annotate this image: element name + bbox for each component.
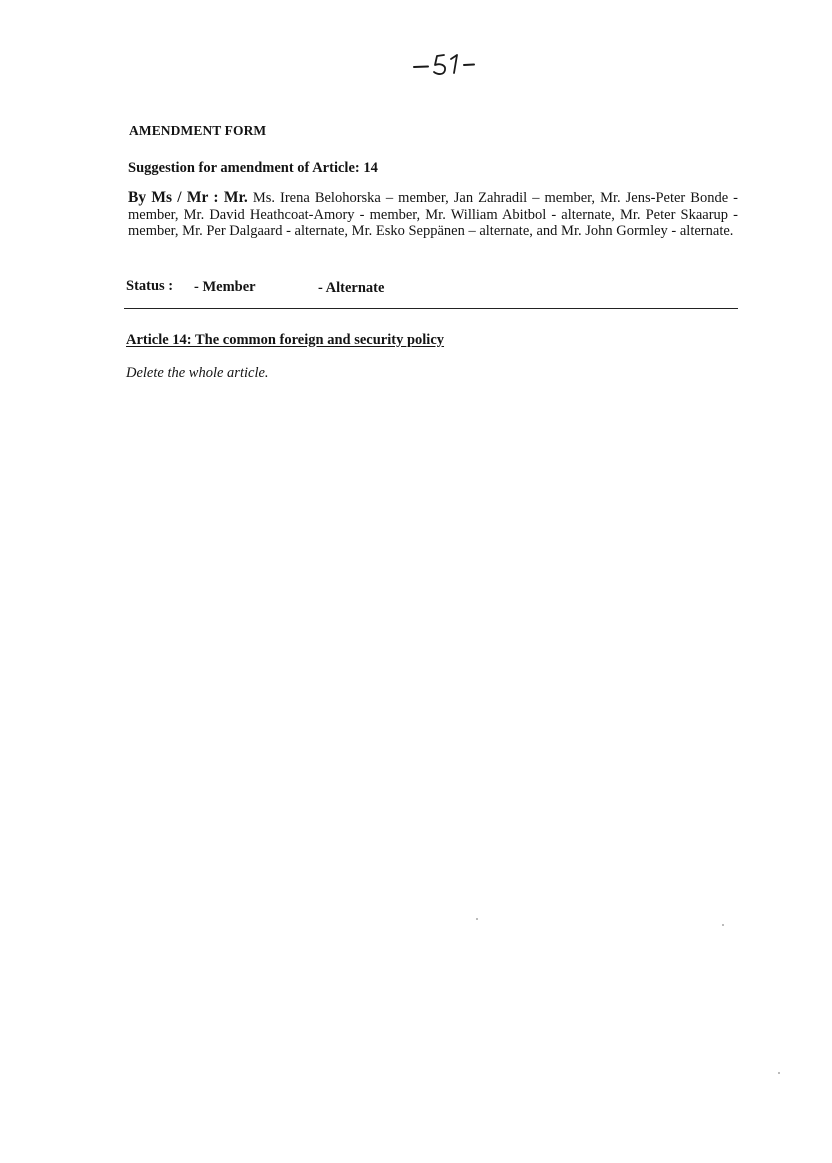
article-instruction: Delete the whole article. bbox=[126, 364, 269, 381]
scan-speck bbox=[778, 1072, 780, 1074]
horizontal-divider bbox=[124, 308, 738, 309]
form-title: AMENDMENT FORM bbox=[129, 123, 267, 138]
status-label: Status : bbox=[126, 277, 174, 294]
submitters-list: Ms. Irena Belohorska – member, Jan Zahradil – member, Mr. Jens-Peter Bonde - member, Mr. David Heathcoat-Amory - member, Mr. William Abitbol - alternate, Mr. Peter Skaarup - member, Mr. Per Dalgaard - alternate, Mr. Esko Seppänen – alternate, and Mr. John Gormley - alternate. bbox=[128, 190, 738, 239]
scan-speck bbox=[722, 924, 724, 926]
status-option-member: - Member bbox=[194, 278, 256, 295]
amendment-form bbox=[126, 122, 738, 383]
status-row bbox=[126, 276, 738, 296]
suggestion-line: Suggestion for amendment of Article: 14 bbox=[128, 160, 378, 176]
handwritten-page-number-drawing bbox=[400, 44, 490, 84]
article-heading: Article 14: The common foreign and security policy bbox=[126, 331, 445, 348]
scan-speck bbox=[476, 918, 478, 920]
handwritten-page-number bbox=[400, 44, 490, 84]
status-option-alternate: - Alternate bbox=[318, 279, 385, 296]
submitters-paragraph bbox=[128, 190, 738, 240]
submitters-label: By Ms / Mr : Mr. bbox=[128, 189, 248, 206]
